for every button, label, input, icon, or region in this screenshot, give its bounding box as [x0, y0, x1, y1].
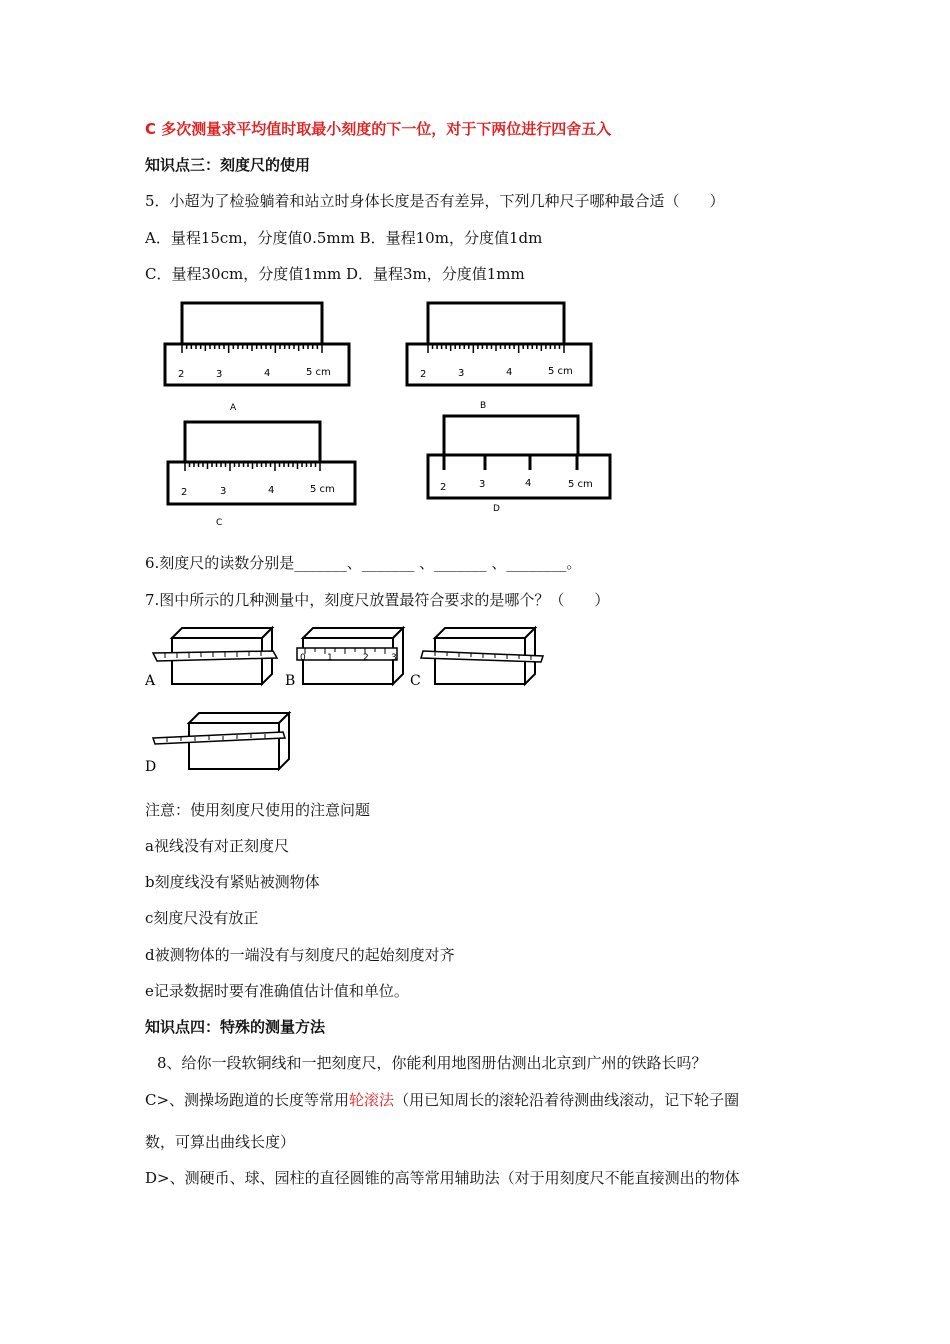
ruler-b-label-5cm: 5 cm: [548, 366, 573, 377]
ruler-b-label-2: 2: [420, 369, 427, 380]
ruler-b-scale-1: 1: [327, 653, 333, 663]
q7-label-b: B: [285, 673, 296, 689]
ruler-d-label-2: 2: [440, 482, 447, 493]
ruler-caption-d: D: [493, 504, 500, 514]
ruler-caption-a: A: [230, 403, 237, 413]
q6: 6.刻度尺的读数分别是_______、_______ 、_______ 、________。: [145, 554, 582, 572]
ruler-c-label-3: 3: [220, 486, 227, 497]
ruler-b-label-4: 4: [506, 367, 513, 378]
ruler-b-label-3: 3: [458, 368, 465, 379]
ruler-b-scale-3: 3: [391, 653, 397, 663]
ruler-c-label-4: 4: [268, 485, 275, 496]
ruler-caption-c: C: [216, 518, 223, 528]
ruler-caption-b: B: [480, 401, 487, 411]
ruler-a-label-2: 2: [178, 369, 185, 380]
method-c-prefix: C>、测操场跑道的长度等常用: [145, 1091, 350, 1109]
section4-title: 知识点四：特殊的测量方法: [145, 1018, 326, 1036]
ruler-d-label-4: 4: [525, 478, 532, 489]
method-c: [145, 1090, 739, 1110]
ruler-a-label-5cm: 5 cm: [306, 367, 331, 378]
method-d: D>、测硬币、球、园柱的直径圆锥的高等常用辅助法（对于用刻度尺不能直接测出的物体: [145, 1169, 740, 1187]
q7-label-c: C: [410, 673, 421, 689]
ruler-figure: [150, 295, 630, 535]
ruler-d-ticks: [444, 455, 577, 470]
ruler-a-label-3: 3: [216, 369, 223, 380]
note-item-c: c刻度尺没有放正: [145, 909, 259, 927]
method-c-cont: 数，可算出曲线长度）: [145, 1133, 296, 1151]
q7-stem: 7.图中所示的几种测量中，刻度尺放置最符合要求的是哪个？（ ）: [145, 591, 610, 609]
ruler-b-scale-0: 0: [300, 653, 306, 663]
ruler-d-label-5cm: 5 cm: [568, 479, 593, 490]
note-item-a: a视线没有对正刻度尺: [145, 837, 289, 855]
note-item-d: d被测物体的一端没有与刻度尺的起始刻度对齐: [145, 946, 455, 964]
note-c: C 多次测量求平均值时取最小刻度的下一位，对于下两位进行四舍五入: [145, 120, 612, 138]
ruler-c-label-2: 2: [181, 487, 188, 498]
method-c-suffix: （用已知周长的滚轮沿着待测曲线滚动，记下轮子圈: [394, 1091, 740, 1109]
method-c-highlight: 轮滚法: [349, 1091, 395, 1109]
note-item-e: e记录数据时要有准确值估计值和单位。: [145, 982, 409, 1000]
q5-options-ab: A．量程15cm，分度值0.5mm B．量程10m，分度值1dm: [145, 229, 543, 247]
ruler-a-label-4: 4: [264, 368, 271, 379]
q7-label-a: A: [145, 673, 156, 689]
notes-title: 注意：使用刻度尺使用的注意问题: [145, 801, 371, 819]
note-item-b: b刻度线没有紧贴被测物体: [145, 873, 320, 891]
ruler-c-label-5cm: 5 cm: [310, 484, 335, 495]
ruler-b-scale-2: 2: [363, 653, 369, 663]
q5-stem: 5．小超为了检验躺着和站立时身体长度是否有差异，下列几种尺子哪种最合适（ ）: [145, 192, 725, 210]
q5-options-cd: C．量程30cm，分度值1mm D．量程3m，分度值1mm: [145, 265, 525, 283]
ruler-d-label-3: 3: [479, 479, 486, 490]
section3-title: 知识点三：刻度尺的使用: [145, 156, 311, 174]
q8: 8、给你一段软铜线和一把刻度尺，你能利用地图册估测出北京到广州的铁路长吗？: [157, 1054, 707, 1072]
measurement-figure: [145, 620, 545, 780]
q7-label-d: D: [145, 759, 157, 775]
